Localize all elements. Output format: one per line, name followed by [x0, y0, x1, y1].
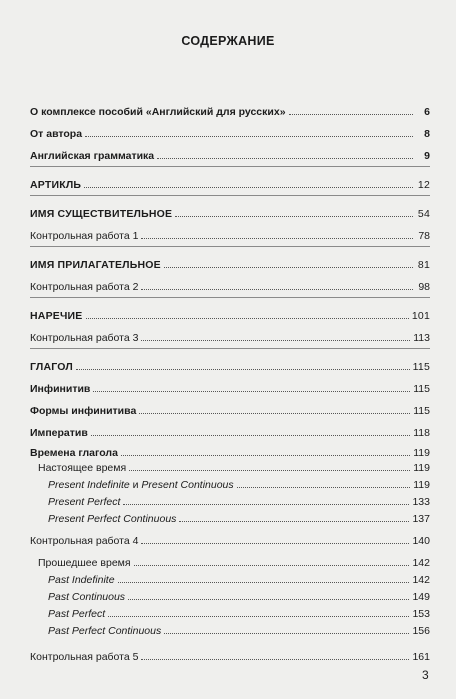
- leader-dots: [84, 187, 413, 188]
- leader-dots: [175, 216, 413, 217]
- leader-dots: [141, 340, 410, 341]
- toc-entry-page: 12: [417, 179, 430, 191]
- toc-entry-label: Present Perfect Continuous: [48, 513, 177, 525]
- toc-entry: [30, 586, 430, 603]
- toc-entry: [30, 220, 430, 242]
- section-divider: [30, 166, 430, 167]
- toc-entry: [30, 620, 430, 637]
- toc-section-label: ГЛАГОЛ: [30, 361, 73, 373]
- leader-dots: [91, 435, 410, 436]
- toc-entry-page: 101: [411, 310, 430, 322]
- leader-dots: [134, 565, 410, 566]
- toc-entry: [30, 525, 430, 547]
- leader-dots: [129, 470, 410, 471]
- toc-entry-page: 115: [412, 361, 430, 373]
- toc-entry-page: 142: [412, 574, 430, 586]
- section-divider: [30, 297, 430, 298]
- section-divider: [30, 348, 430, 349]
- toc-section: [30, 351, 430, 373]
- toc-entry-label: Present Perfect: [48, 496, 121, 508]
- leader-dots: [93, 391, 410, 392]
- toc-entry-label: [48, 479, 234, 491]
- leader-dots: [164, 267, 413, 268]
- toc-entry-label: Прошедшее время: [38, 557, 131, 569]
- toc-entry-label: Past Continuous: [48, 591, 126, 603]
- toc-entry-page: 115: [413, 383, 430, 395]
- table-of-contents: [30, 96, 430, 663]
- toc-entry-page: 9: [424, 150, 430, 162]
- leader-dots: [141, 659, 409, 660]
- leader-dots: [141, 289, 413, 290]
- leader-dots: [237, 487, 411, 488]
- toc-entry: [30, 637, 430, 663]
- toc-entry: [30, 439, 430, 459]
- leader-dots: [141, 238, 413, 239]
- toc-entry-page: 54: [417, 208, 430, 220]
- toc-entry-page: 81: [417, 259, 430, 271]
- toc-section: [30, 169, 430, 191]
- leader-dots: [76, 369, 410, 370]
- toc-entry-label: От автора: [30, 128, 83, 140]
- toc-entry: [30, 322, 430, 344]
- toc-entry-page: 113: [413, 332, 430, 344]
- toc-entry-page: 6: [424, 106, 430, 118]
- toc-entry: [30, 603, 430, 620]
- toc-entry: [30, 271, 430, 293]
- leader-dots: [108, 616, 409, 617]
- leader-dots: [121, 455, 410, 456]
- toc-entry-page: 156: [412, 625, 430, 637]
- toc-entry-label: Настоящее время: [38, 462, 127, 474]
- toc-entry-page: 8: [424, 128, 430, 140]
- leader-dots: [139, 413, 410, 414]
- toc-entry-label: Императив: [30, 427, 88, 439]
- leader-dots: [118, 582, 410, 583]
- leader-dots: [86, 318, 409, 319]
- page-number: 3: [422, 668, 429, 682]
- leader-dots: [85, 136, 413, 137]
- toc-entry-label: О комплексе пособий «Английский для русских»: [30, 106, 286, 118]
- toc-entry: [30, 459, 430, 474]
- leader-dots: [179, 521, 409, 522]
- toc-entry: [30, 491, 430, 508]
- leader-dots: [123, 504, 409, 505]
- toc-entry-label: Формы инфинитива: [30, 405, 137, 417]
- toc-entry-label: Past Perfect: [48, 608, 106, 620]
- leader-dots: [141, 543, 409, 544]
- leader-dots: [289, 114, 413, 115]
- toc-entry: [30, 96, 430, 118]
- toc-entry-page: 142: [412, 557, 430, 569]
- page-title: СОДЕРЖАНИЕ: [181, 34, 275, 48]
- leader-dots: [157, 158, 413, 159]
- toc-entry-page: 140: [412, 535, 430, 547]
- toc-entry-page: 119: [413, 479, 430, 491]
- section-divider: [30, 246, 430, 247]
- leader-dots: [128, 599, 409, 600]
- toc-entry: [30, 553, 430, 569]
- toc-entry-page: 161: [412, 651, 430, 663]
- toc-entry-page: 119: [413, 447, 430, 459]
- toc-section-label: ИМЯ ПРИЛАГАТЕЛЬНОЕ: [30, 259, 161, 271]
- toc-entry-label: Past Perfect Continuous: [48, 625, 162, 637]
- toc-entry-label: Времена глагола: [30, 447, 118, 459]
- toc-entry: [30, 118, 430, 140]
- toc-entry: [30, 395, 430, 417]
- toc-section-label: ИМЯ СУЩЕСТВИТЕЛЬНОЕ: [30, 208, 173, 220]
- toc-entry-label: Контрольная работа 4: [30, 535, 139, 547]
- toc-entry-page: 118: [413, 427, 430, 439]
- toc-entry: [30, 417, 430, 439]
- toc-entry-label-conj: и: [129, 479, 142, 491]
- toc-entry-label-part: Present Continuous: [141, 479, 234, 491]
- toc-entry-label: Инфинитив: [30, 383, 91, 395]
- toc-section: [30, 198, 430, 220]
- toc-section: [30, 249, 430, 271]
- toc-entry-label-part: Present Indefinite: [48, 479, 130, 491]
- section-divider: [30, 195, 430, 196]
- toc-entry: [30, 508, 430, 525]
- leader-dots: [164, 633, 409, 634]
- toc-entry-page: 98: [418, 281, 430, 293]
- toc-entry: [30, 373, 430, 395]
- toc-section-label: НАРЕЧИЕ: [30, 310, 83, 322]
- toc-entry-label: Past Indefinite: [48, 574, 115, 586]
- toc-section-label: АРТИКЛЬ: [30, 179, 82, 191]
- toc-entry-page: 137: [412, 513, 430, 525]
- toc-entry-label: Английская грамматика: [30, 150, 155, 162]
- toc-entry-page: 78: [418, 230, 430, 242]
- toc-entry-label: Контрольная работа 5: [30, 651, 139, 663]
- toc-entry-page: 115: [413, 405, 430, 417]
- toc-entry-label: Контрольная работа 2: [30, 281, 139, 293]
- toc-entry-label: Контрольная работа 1: [30, 230, 139, 242]
- toc-entry-page: 133: [412, 496, 430, 508]
- toc-entry: [30, 474, 430, 491]
- toc-entry-label: Контрольная работа 3: [30, 332, 139, 344]
- toc-section: [30, 300, 430, 322]
- toc-entry: [30, 140, 430, 162]
- toc-entry-page: 119: [413, 462, 430, 474]
- toc-entry-page: 153: [412, 608, 430, 620]
- toc-entry-page: 149: [412, 591, 430, 603]
- toc-entry: [30, 569, 430, 586]
